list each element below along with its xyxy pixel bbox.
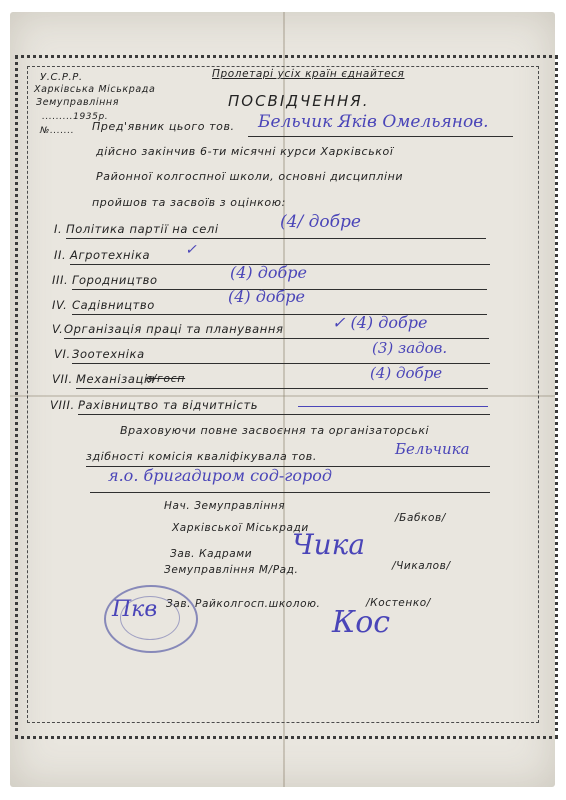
- document-title: ПОСВІДЧЕННЯ.: [228, 92, 370, 110]
- header-council: Харківська Міськрада: [34, 84, 156, 95]
- subject-number: IV.: [52, 298, 68, 312]
- subject-number: VII.: [52, 372, 73, 386]
- header-number: №.......: [40, 126, 75, 136]
- cadres-title-1: Зав. Кадрами: [170, 548, 253, 560]
- subject-number: VIII.: [50, 398, 75, 412]
- subject-label: Садівництво: [72, 298, 155, 312]
- subject-label: Агротехніка: [70, 248, 151, 262]
- subject-label: Городництво: [72, 273, 158, 287]
- subject-label: Організація праці та планування: [64, 322, 284, 336]
- subject-grade: (4) добре: [228, 287, 305, 306]
- subject-label: Механізація: [76, 372, 156, 386]
- subject-underline: [76, 388, 488, 389]
- subject-grade: ✓ (4) добре: [332, 313, 428, 332]
- conclusion-line-1: Враховуючи повне засвоєння та організаторські: [120, 424, 430, 437]
- head-title-2: Харківської Міськради: [172, 522, 309, 534]
- stamp-signature: Пкв: [112, 597, 158, 622]
- head-name: /Бабков/: [395, 512, 446, 524]
- subject-underline: [66, 238, 486, 239]
- subject-grade: (4) добре: [230, 263, 307, 282]
- school-signature: Кос: [332, 605, 391, 640]
- body-line-3: Районної колгоспної школи, основні дисципліни: [96, 170, 404, 183]
- holder-prefix: Пред'явник цього тов.: [92, 120, 235, 133]
- subject-dash: [298, 406, 488, 407]
- cadres-name: /Чикалов/: [392, 560, 451, 572]
- qualification: я.о. бригадиром сод-город: [108, 466, 332, 485]
- slogan: Пролетарі усіх країн єднайтеся: [212, 68, 405, 80]
- subject-label: Рахівництво та відчитність: [78, 398, 259, 412]
- body-line-4: пройшов та засвоїв з оцінкою:: [92, 196, 286, 209]
- subject-number: I.: [54, 222, 63, 236]
- cadres-title-2: Земуправління М/Рад.: [164, 564, 299, 576]
- subject-number: II.: [54, 248, 67, 262]
- holder-name: Бельчик Яків Омельянов.: [258, 112, 489, 132]
- header-department: Земуправління: [36, 97, 120, 108]
- subject-grade: (4/ добре: [280, 212, 361, 232]
- crossed-out-word: с/госп: [146, 372, 186, 385]
- conclusion-line-2: здібності комісія кваліфікувала тов.: [86, 450, 317, 463]
- school-title: Зав. Райколгосп.школою.: [166, 598, 321, 610]
- subject-number: VI.: [54, 347, 71, 361]
- cadres-signature: Чика: [292, 528, 366, 561]
- name-underline: [248, 136, 513, 137]
- subject-label: Політика партії на селі: [66, 222, 219, 236]
- subject-grade: ✓: [185, 242, 197, 258]
- subject-underline: [78, 414, 490, 415]
- subject-number: III.: [52, 273, 69, 287]
- conclusion-underline-2: [90, 492, 490, 493]
- body-line-2: дійсно закінчив 6-ти місячні курси Харківської: [96, 145, 394, 158]
- head-title-1: Нач. Земуправління: [164, 500, 286, 512]
- qualified-name: Бельчика: [395, 440, 470, 458]
- subject-number: V.: [52, 322, 64, 336]
- header-country: У.С.Р.Р.: [40, 72, 83, 83]
- subject-grade: (4) добре: [370, 364, 443, 382]
- school-name: /Костенко/: [366, 597, 431, 609]
- header-year: .........1935р.: [42, 112, 109, 122]
- subject-grade: (3) задов.: [372, 339, 448, 357]
- subject-label: Зоотехніка: [72, 347, 145, 361]
